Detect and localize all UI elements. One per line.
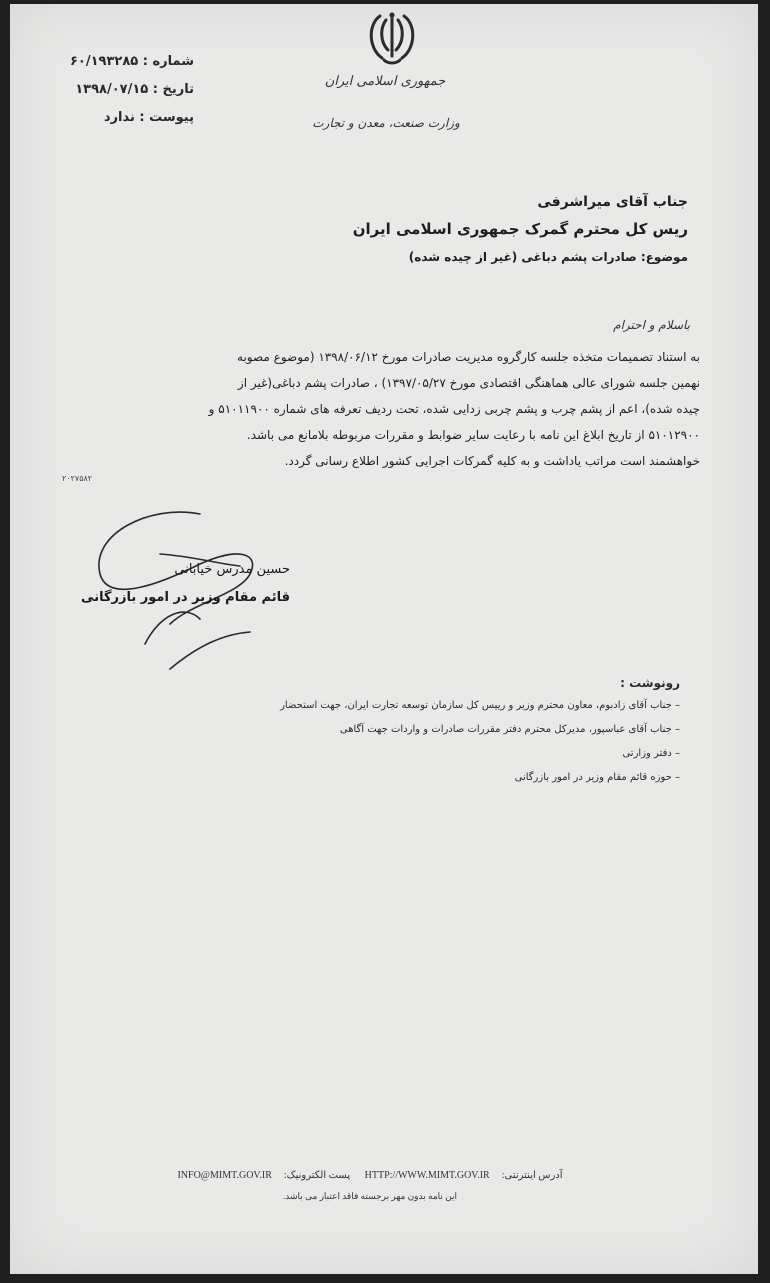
cc-item-text: جناب آقای زادبوم، معاون محترم وزیر و رییس کل سازمان توسعه تجارت ایران، جهت استحضار [280, 700, 672, 711]
reference-code: ۲۰۲۷۵۸۲ [62, 474, 93, 483]
website-link[interactable]: HTTP://WWW.MIMT.GOV.IR [364, 1170, 490, 1181]
attachment-label: پیوست : [139, 110, 194, 125]
cc-item-text: حوزه قائم مقام وزیر در امور بازرگانی [514, 772, 672, 783]
email-link[interactable]: INFO@MIMT.GOV.IR [177, 1170, 272, 1181]
salutation: باسلام و احترام [613, 318, 690, 332]
attachment-value: ندارد [103, 110, 135, 125]
cc-title: رونوشت : [620, 676, 680, 690]
footer-contact [110, 1170, 630, 1181]
cc-item-text: دفتر وزارتی [622, 748, 672, 759]
number-value: ۶۰/۱۹۳۲۸۵ [69, 54, 139, 69]
body-line: خواهشمند است مراتب یاداشت و به کلیه گمرکات اجرایی کشور اطلاع رسانی گردد. [284, 454, 700, 468]
date-value: ۱۳۹۸/۰۷/۱۵ [75, 82, 149, 97]
addressee-name: جناب آقای میراشرفی [537, 194, 688, 210]
letter-subject: موضوع: صادرات پشم دباغی (غیر از چیده شده) [408, 250, 688, 264]
date-row [54, 76, 194, 104]
body-line: نهمین جلسه شورای عالی هماهنگی اقتصادی مورخ ۱۳۹۷/۰۵/۲۷) ، صادرات پشم دباغی(غیر از [237, 376, 700, 390]
cc-item: – جناب آقای زادبوم، معاون محترم وزیر و رییس کل سازمان توسعه تجارت ایران، جهت استحضار [280, 700, 680, 711]
cc-item: – دفتر وزارتی [622, 748, 680, 759]
signatory-title: قائم مقام وزیر در امور بازرگانی [81, 590, 290, 605]
date-label: تاریخ : [152, 82, 194, 97]
number-label: شماره : [142, 54, 194, 69]
letter-meta [54, 48, 194, 132]
footer-notice: این نامه بدون مهر برجسته فاقد اعتبار می باشد. [282, 1191, 458, 1201]
body-line: ۵۱۰۱۲۹۰۰ از تاریخ ابلاغ این نامه با رعایت سایر ضوابط و مقررات مربوطه بلامانع می باشد. [246, 428, 700, 442]
letter-sheet [10, 4, 758, 1274]
cc-list [150, 676, 680, 796]
cc-item: – جناب آقای عباسپور، مدیرکل محترم دفتر مقررات صادرات و واردات جهت آگاهی [339, 724, 680, 735]
number-row [54, 48, 194, 76]
addressee-block [228, 194, 688, 276]
iran-emblem-icon [362, 10, 422, 68]
body-line: چیده شده)، اعم از پشم چرب و پشم چربی زدایی شده، تحت ردیف تعرفه های شماره ۵۱۰۱۱۹۰۰ و [208, 402, 700, 416]
body-line: به استناد تصمیمات متخذه جلسه کارگروه مدیریت صادرات مورخ ۱۳۹۸/۰۶/۱۲ (موضوع مصوبه [237, 350, 700, 364]
addressee-title: ریس کل محترم گمرک جمهوری اسلامی ایران [352, 220, 688, 238]
ministry-name: وزارت صنعت، معدن و تجارت [312, 116, 460, 130]
republic-name: جمهوری اسلامی ایران [324, 74, 446, 89]
email-label: پست الکترونیک: [283, 1170, 351, 1181]
handwritten-signature [50, 494, 300, 674]
letter-body [60, 344, 700, 474]
signatory-name: حسین مدرس خیابانی [174, 562, 290, 577]
cc-item: – حوزه قائم مقام وزیر در امور بازرگانی [514, 772, 680, 783]
attachment-row [54, 104, 194, 132]
cc-item-text: جناب آقای عباسپور، مدیرکل محترم دفتر مقررات صادرات و واردات جهت آگاهی [339, 724, 672, 735]
website-label: آدرس اینترنتی: [501, 1170, 563, 1181]
letter-footer [110, 1170, 630, 1202]
